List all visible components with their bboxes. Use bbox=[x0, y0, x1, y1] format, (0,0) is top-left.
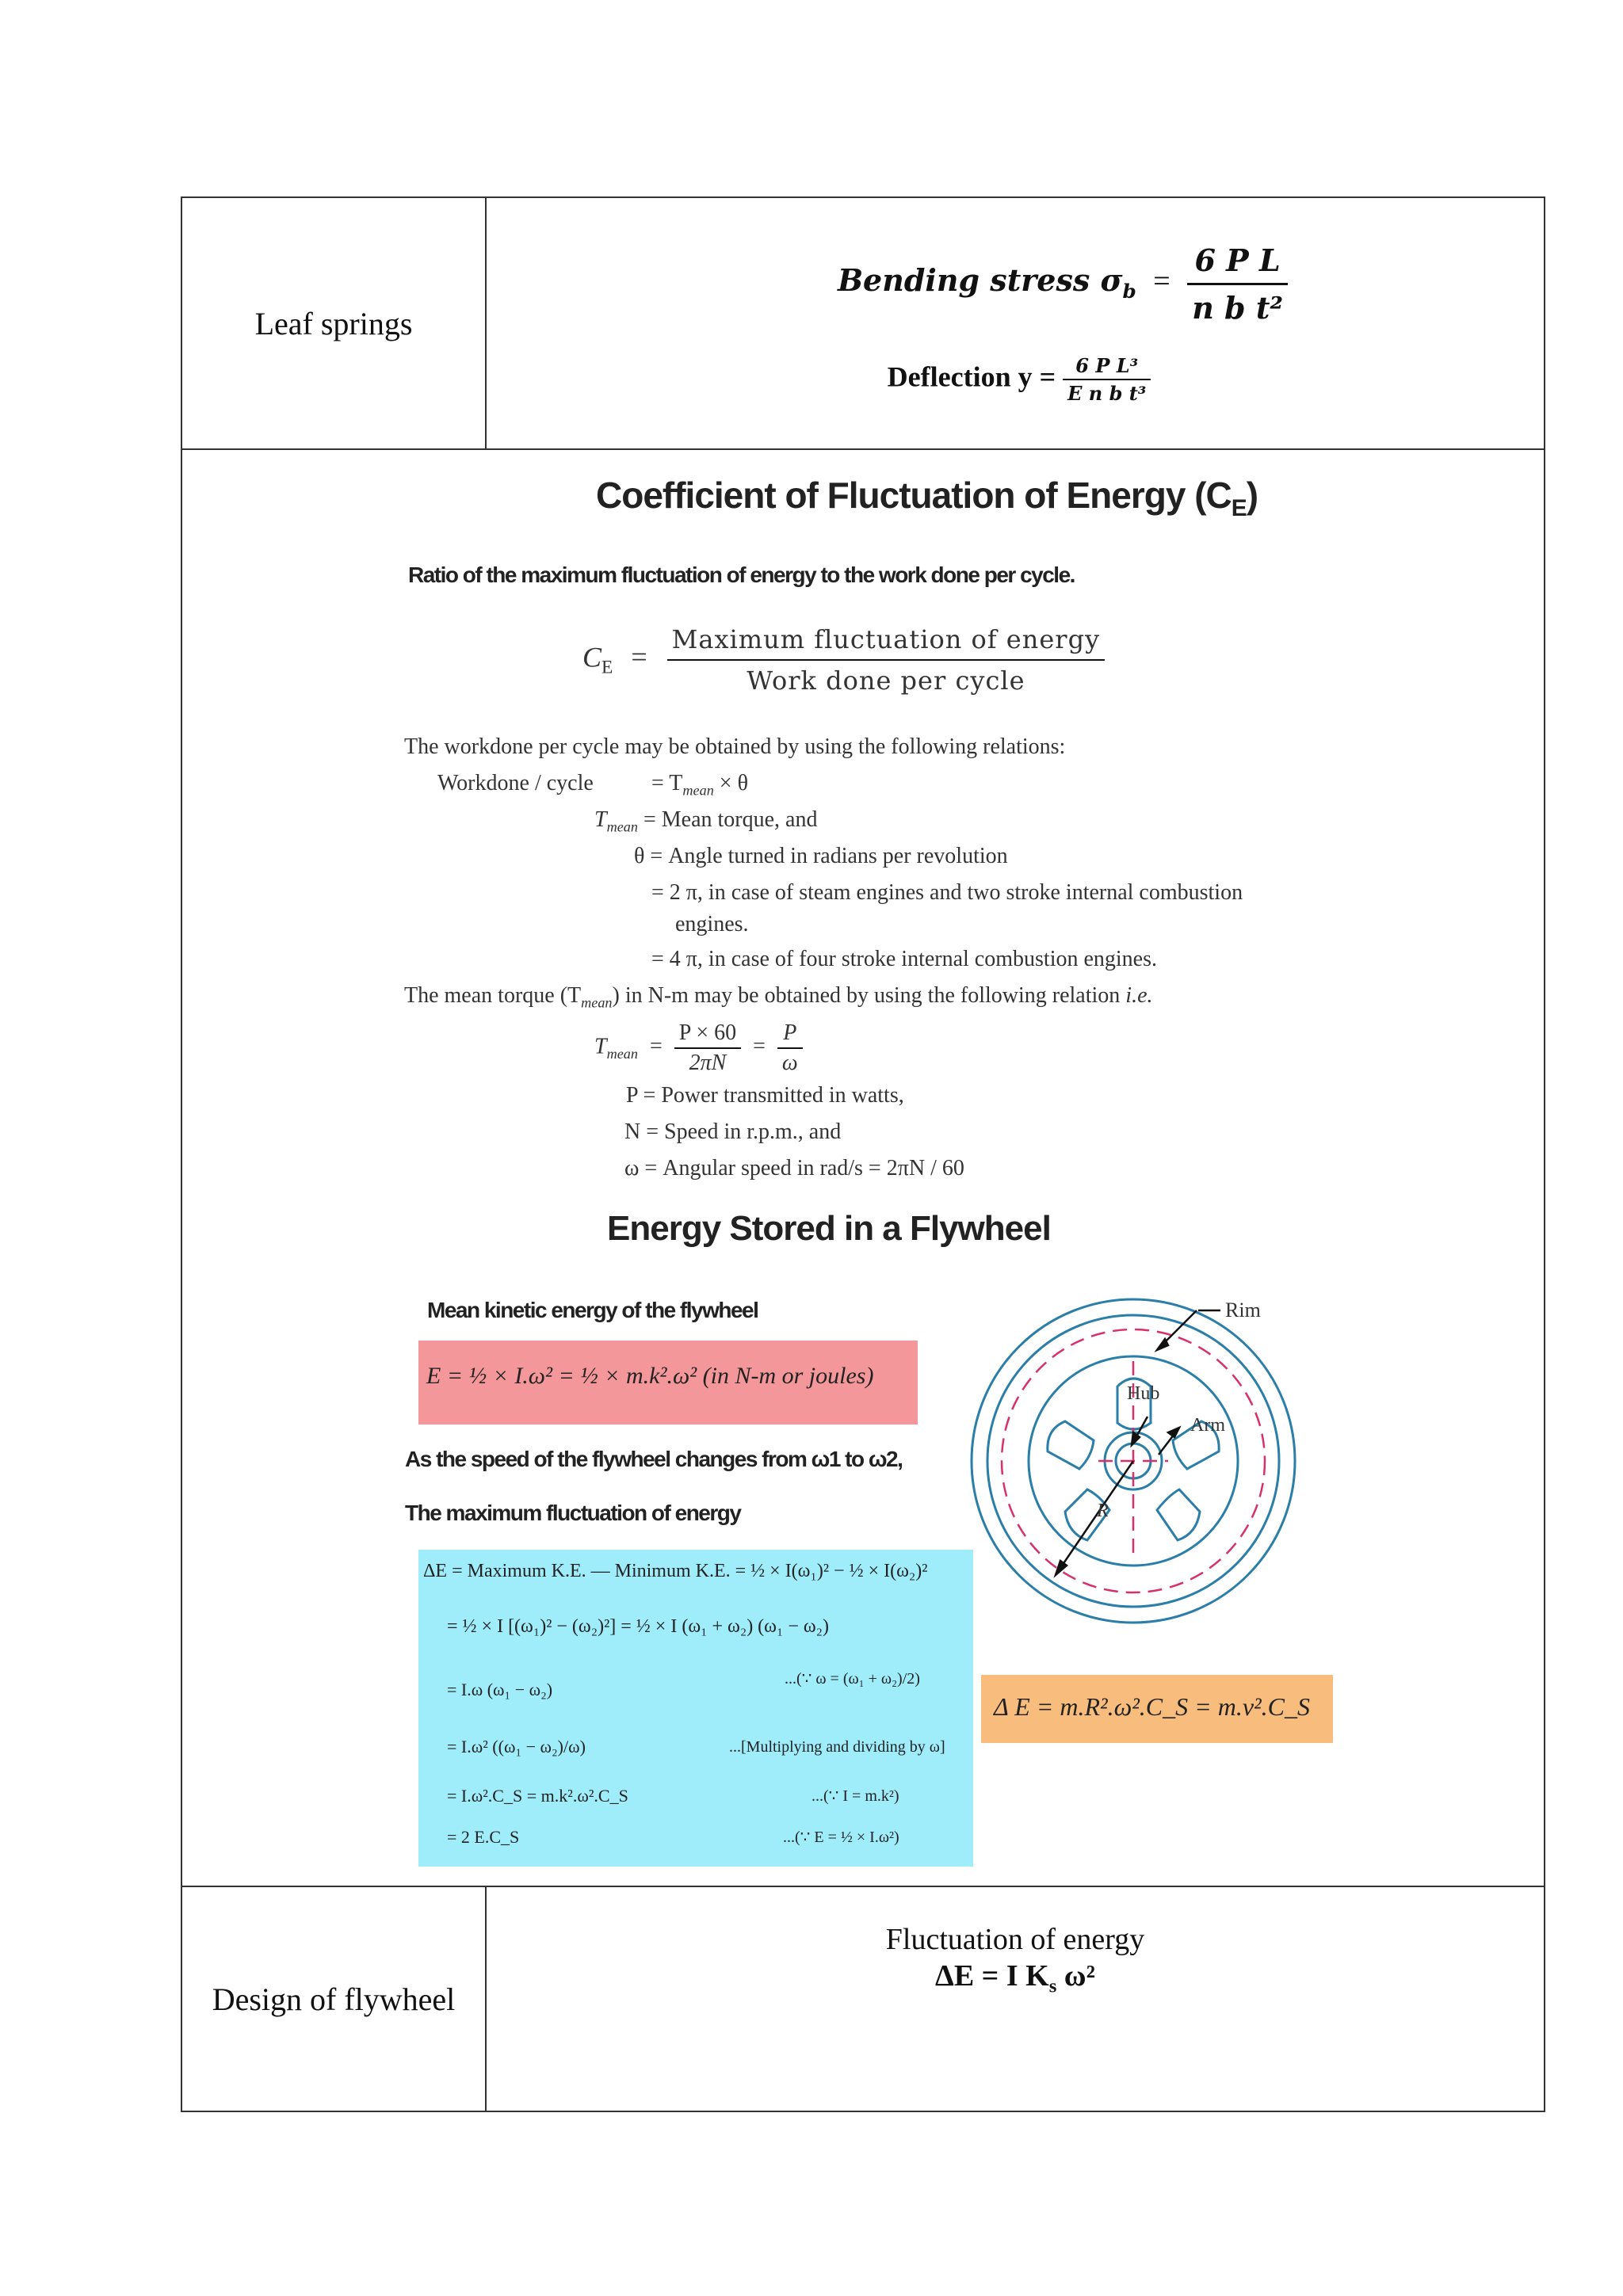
tm-num1: P × 60 bbox=[678, 1020, 737, 1045]
deflection-formula bbox=[495, 354, 1544, 405]
bending-stress-label: Bending stress σ bbox=[837, 261, 1123, 298]
arm-label: Arm bbox=[1190, 1415, 1225, 1436]
deriv-note-2: ...[Multiplying and dividing by ω] bbox=[729, 1738, 945, 1756]
orange-formula: Δ E = m.R².ω².C_S = m.v².C_S bbox=[994, 1692, 1310, 1721]
wd-sub: mean bbox=[682, 782, 714, 799]
leaf-springs-label: Leaf springs bbox=[254, 305, 413, 341]
mt-sub: mean bbox=[581, 994, 613, 1011]
cell-design-label bbox=[181, 1886, 486, 2111]
orange-formula-box bbox=[981, 1675, 1333, 1743]
bending-denominator: n b t² bbox=[1187, 283, 1288, 326]
formula-table bbox=[181, 196, 1545, 2112]
deriv-line-3: = I.ω (ω₁ − ω₂) bbox=[447, 1680, 553, 1699]
ce-formula bbox=[582, 624, 1105, 696]
wd-eq: = T bbox=[651, 771, 683, 795]
ce-equals: = bbox=[631, 641, 647, 673]
ce-numerator: Maximum fluctuation of energy bbox=[671, 624, 1101, 654]
arm-arrow bbox=[1168, 1428, 1179, 1437]
derivation-box bbox=[418, 1550, 973, 1867]
arm-lower-right bbox=[1157, 1489, 1200, 1540]
tm-eq2: = bbox=[753, 1034, 766, 1059]
ke-formula: E = ½ × I.ω² = ½ × m.k².ω² (in N-m or joules) bbox=[426, 1363, 874, 1389]
tm-eq1: = bbox=[649, 1034, 663, 1059]
bending-fraction bbox=[1187, 242, 1288, 326]
design-line-1: Fluctuation of energy bbox=[885, 1923, 1145, 1956]
ke-formula-box bbox=[418, 1341, 918, 1425]
deriv-line-4: = I.ω² ((ω₁ − ω₂)/ω) bbox=[447, 1737, 586, 1756]
energy-content bbox=[182, 450, 1544, 1886]
design-end: ω² bbox=[1056, 1959, 1095, 1993]
arm-upper-left bbox=[1048, 1421, 1094, 1469]
coef-title-text: Coefficient of Fluctuation of Energy (C bbox=[596, 475, 1232, 516]
mt-a: The mean torque (T bbox=[404, 983, 582, 1008]
hub-label: Hub bbox=[1127, 1383, 1160, 1404]
mt-ie: i.e. bbox=[1125, 983, 1153, 1008]
coef-ratio-text: Ratio of the maximum fluctuation of energy to the work done per cycle. bbox=[408, 563, 1075, 587]
mean-ke-label: Mean kinetic energy of the flywheel bbox=[427, 1298, 758, 1322]
deriv-note-1: ...(∵ ω = (ω₁ + ω₂)/2) bbox=[785, 1670, 920, 1688]
p-def: P = Power transmitted in watts, bbox=[626, 1083, 904, 1108]
tm-sub: mean bbox=[606, 1046, 638, 1062]
deflection-denominator: E n b t³ bbox=[1063, 379, 1151, 405]
mean-torque-line bbox=[404, 978, 1153, 1021]
tm-frac2 bbox=[777, 1020, 803, 1076]
design-sub: s bbox=[1048, 1975, 1057, 1997]
tmean-sub: mean bbox=[606, 818, 638, 835]
deriv-line-5: = I.ω².C_S = m.k².ω².C_S bbox=[447, 1786, 628, 1806]
deriv-line-6: = 2 E.C_S bbox=[447, 1827, 520, 1847]
bending-stress-formula bbox=[582, 242, 1544, 326]
workdone-intro: The workdone per cycle may be obtained by using the following relations: bbox=[404, 734, 1066, 759]
mt-b: ) in N-m may be obtained by using the following relation bbox=[612, 983, 1126, 1008]
ce-sub: E bbox=[601, 657, 613, 678]
two-pi-line: = 2 π, in case of steam engines and two stroke internal combustion bbox=[651, 880, 1243, 905]
cell-design-formula bbox=[486, 1886, 1545, 2111]
max-fluct-label: The maximum fluctuation of energy bbox=[405, 1501, 741, 1525]
deriv-note-4: ...(∵ E = ½ × I.ω²) bbox=[783, 1829, 899, 1846]
bending-numerator: 6 P L bbox=[1194, 242, 1281, 278]
row-design-flywheel bbox=[181, 1886, 1545, 2111]
tm-den1: 2πN bbox=[674, 1047, 741, 1076]
row-leaf-springs bbox=[181, 197, 1545, 449]
workdone-label: Workdone / cycle bbox=[437, 771, 594, 795]
tmean-def: = Mean torque, and bbox=[643, 807, 818, 832]
tm-frac1 bbox=[674, 1020, 741, 1076]
deflection-numerator: 6 P L³ bbox=[1075, 353, 1139, 377]
wd-end: × θ bbox=[713, 771, 748, 795]
coef-title bbox=[596, 474, 1258, 522]
design-line-2 bbox=[487, 1958, 1544, 1998]
deflection-label: Deflection y = bbox=[887, 360, 1056, 392]
flywheel-diagram bbox=[943, 1282, 1331, 1638]
cell-energy-content bbox=[181, 449, 1545, 1886]
deflection-fraction bbox=[1063, 354, 1151, 405]
deriv-line-1: ΔE = Maximum K.E. — Minimum K.E. = ½ × I(ω₁)² − ½ × I(ω₂)² bbox=[423, 1561, 928, 1581]
tm-symbol: T bbox=[594, 1034, 607, 1059]
deriv-note-3: ...(∵ I = m.k²) bbox=[812, 1787, 899, 1805]
deriv-line-2: = ½ × I [(ω₁)² − (ω₂)²] = ½ × I (ω₁ + ω₂) (ω₁ − ω₂) bbox=[447, 1616, 830, 1637]
four-pi-line: = 4 π, in case of four stroke internal combustion engines. bbox=[651, 947, 1157, 971]
radius-label: R bbox=[1097, 1501, 1109, 1521]
equals-sign: = bbox=[1153, 264, 1170, 298]
ce-denominator: Work done per cycle bbox=[667, 659, 1106, 696]
cell-leaf-springs-formulas bbox=[486, 197, 1545, 449]
theta-def: θ = Angle turned in radians per revolution bbox=[634, 844, 1008, 868]
flywheel-title: Energy Stored in a Flywheel bbox=[607, 1209, 1051, 1248]
tm-den2: ω bbox=[777, 1047, 803, 1076]
bending-sub: b bbox=[1122, 279, 1136, 303]
w-def: ω = Angular speed in rad/s = 2πN / 60 bbox=[624, 1156, 964, 1180]
design-label: Design of flywheel bbox=[212, 1981, 456, 2017]
tmean-sym: T bbox=[594, 807, 607, 832]
rim-arrow bbox=[1157, 1339, 1168, 1350]
ce-fraction bbox=[667, 624, 1106, 696]
coef-title-end: ) bbox=[1246, 475, 1258, 516]
cell-leaf-springs-label bbox=[181, 197, 486, 449]
ce-symbol: C bbox=[582, 641, 602, 673]
n-def: N = Speed in r.p.m., and bbox=[624, 1119, 842, 1144]
rim-label: Rim bbox=[1225, 1299, 1261, 1322]
tmean-formula bbox=[594, 1020, 803, 1076]
coef-title-sub: E bbox=[1231, 495, 1247, 522]
design-eq: ΔE = I K bbox=[935, 1959, 1049, 1993]
engines-line: engines. bbox=[675, 912, 749, 936]
tm-num2: P bbox=[783, 1020, 797, 1045]
row-flywheel-energy bbox=[181, 449, 1545, 1886]
speed-change-text: As the speed of the flywheel changes from ω1 to ω2, bbox=[405, 1447, 903, 1471]
